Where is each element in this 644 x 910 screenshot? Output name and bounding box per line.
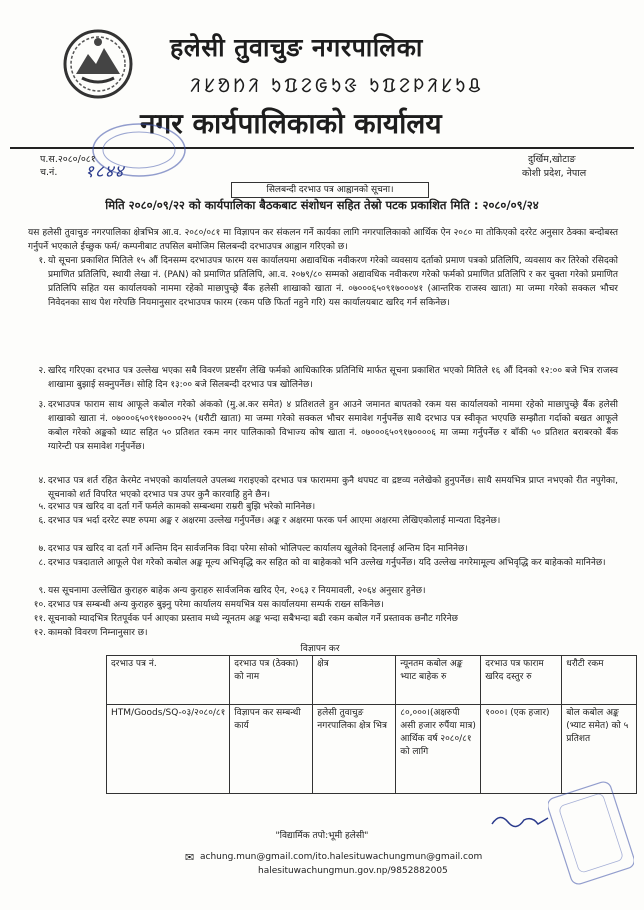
- table-cell: हलेसी तुवाचुङ नगरपालिका क्षेत्र भित्र: [313, 705, 396, 794]
- item-text: दरभाउ पत्र सम्बन्धी अन्य कुराहरु बुझ्नु परेमा कार्यालय समयभित्र यस कार्यालयमा सम्पर्क राख्न सकिनेछ।: [48, 600, 384, 610]
- list-item: [38, 364, 618, 392]
- official-seal: [548, 778, 634, 888]
- list-item: [38, 542, 618, 556]
- item-number: ५.: [38, 502, 46, 512]
- list-item: [38, 398, 618, 454]
- column-header: दरभाउ पत्र फाराम खरिद दस्तुर रु: [481, 656, 562, 705]
- municipality-emblem: [62, 28, 134, 100]
- footer-motto: "विद्यार्मिक तपो:भूमी हलेसी": [275, 831, 369, 841]
- item-number: ११.: [33, 614, 46, 624]
- notice-heading-box: सिलबन्दी दरभाउ पत्र आह्वानको सूचना।: [231, 182, 429, 198]
- item-number: २.: [38, 366, 46, 376]
- table-cell: ८०,०००।(अक्षरुपी असी हजार रुपैंया मात्र) आर्थिक वर्ष २०८०/८१ को लागि: [396, 705, 481, 794]
- item-number: ८.: [38, 558, 46, 568]
- office-title: नगर कार्यपालिकाको कार्यालय: [140, 107, 442, 140]
- list-item: [38, 500, 618, 514]
- table-cell: १०००। (एक हजार): [481, 705, 562, 794]
- table-caption: विज्ञापन कर: [300, 644, 340, 654]
- item-number: १.: [38, 256, 46, 266]
- list-item: [33, 612, 618, 626]
- column-header: धरौटी रकम: [562, 656, 637, 705]
- local-script-title: ᱤᱥᱚᱴᱤ ᱩᱯᱮᱜᱩᱝ ᱩᱯᱮᱞᱤᱥᱩᱪ: [190, 75, 484, 97]
- list-item: [38, 474, 618, 502]
- list-item: [38, 584, 618, 598]
- reference-chan-label: च.नं.: [40, 167, 58, 178]
- list-item: [38, 556, 618, 570]
- intro-paragraph: यस हलेसी तुवाचुङ नगरपालिका क्षेत्रभित्र आ.व. २०८०/०८१ मा विज्ञापन कर संकलन गर्ने कार्यका लागि नगरपालिकाको आर्थिक ऐन २०८० मा तोकिएको दररेट अनुसार ठेक्का बन्दोबस्त गर्नुपर्ने भएकाले ईच्छुक फर्म/ कम्पनीबाट तपसिल बमोजिम सिलबन्दी दरभाउपत्र आह्वान गरिएको छ।: [28, 228, 618, 252]
- column-header: न्यूनतम कबोल अङ्क भ्याट बाहेक रु: [396, 656, 481, 705]
- item-text: यो सूचना प्रकाशित मितिले १५ औं दिनसम्म दरभाउपत्र फारम यस कार्यालयमा अद्यावधिक नवीकरण गरेको व्यवसाय दर्ताको प्रमाण पत्रको प्रतिलिपि, व्यवसाय कर तिरेको रसिदको प्रमाणित प्रतिलिपि, स्थायी लेखा नं. (PAN) को प्रमाणित प्रतिलिपि, आ.व. २०७९/८० सम्मको अद्यावधिक नवीकरण गरेको फर्मको प्रमाणित प्रतिलिपि र कर चुक्ता गरेको प्रमाणित प्रतिलिपि सहित यस कार्यालयको नाममा रहेको माछापुच्छ्रे बैंक हलेसी शाखाको खाता नं. ०७०००६५०९१७०००४१ (आन्तरिक राजस्व खाता) मा जम्मा गरेको सक्कल भौचर निवेदनका साथ पेश गरेपछि नियमानुसार दरभाउपत्र फारम (रकम पछि फिर्ता नहुने गरि) यस कार्यालयबाट खरिद गर्न सकिनेछ।: [48, 256, 618, 308]
- column-header: दरभाउ पत्र नं.: [107, 656, 230, 705]
- list-item: [38, 254, 618, 310]
- reference-chan-number: १८४४: [85, 162, 125, 182]
- table-cell: बोल कबोल अङ्क (भ्याट समेत) को ५ प्रतिशत: [562, 705, 637, 794]
- item-text: दरभाउ पत्रदाताले आफूले पेश गरेको कबोल अङ्क मूल्य अभिवृद्धि कर सहित को वा बाहेकको भनि उल्लेख गर्नुपर्नेछ। यदि उल्लेख नगरेमामूल्य अभिवृद्धि कर बाहेकको मानिनेछ।: [48, 558, 606, 568]
- tender-table: [106, 655, 637, 794]
- list-item: [33, 626, 618, 640]
- address-line-2: कोशी प्रदेश, नेपाल: [522, 168, 587, 179]
- list-item: [33, 598, 618, 612]
- item-text: यस सूचनामा उल्लेखित कुराहरु बाहेक अन्य कुराहरु सार्वजनिक खरिद ऐन, २०६३ र नियमावली, २०६४ अनुसार हुनेछ।: [48, 586, 426, 596]
- item-number: १०.: [33, 600, 46, 610]
- table-cell: HTM/Goods/SQ-०३/२०८०/८१: [107, 705, 230, 794]
- list-item: [38, 514, 618, 528]
- item-text: दरभाउ पत्र खरिद वा दर्ता गर्ने फर्मले कामको सम्बन्धमा राम्ररी बुझि भरेको मानिनेछ।: [48, 502, 316, 512]
- item-number: ९.: [38, 586, 46, 596]
- table-header-row: [107, 656, 637, 705]
- item-text: दरभाउ पत्र भर्दा दररेट स्पष्ट रुपमा अङ्क र अक्षरमा उल्लेख गर्नुपर्नेछ। अङ्क र अक्षरमा फरक पर्न आएमा अक्षरमा लेखिएकोलाई मान्यता दिइनेछ।: [48, 516, 501, 526]
- footer-email: achung.mun@gmail.com/ito.halesituwachungmun@gmail.com: [200, 852, 483, 862]
- table-cell: विज्ञापन कर सम्बन्धी कार्य: [230, 705, 313, 794]
- mail-icon: ✉: [185, 851, 195, 864]
- column-header: दरभाउ पत्र (ठेक्का) को नाम: [230, 656, 313, 705]
- footer-website: halesituwachungmun.gov.np/9852882005: [258, 866, 448, 876]
- reference-ps: प.स.२०८०/०८१: [40, 154, 96, 165]
- item-number: ७.: [38, 544, 46, 554]
- address-line-1: दुर्खिम,खोटाङ: [528, 154, 576, 165]
- item-number: १२.: [33, 628, 46, 638]
- publication-line: मिति २०८०/०९/२२ को कार्यपालिका बैठकबाट संशोधन सहित तेस्रो पटक प्रकाशित मिति : २०८०/०९/२४: [105, 198, 539, 212]
- item-text: सूचनाको म्यादभित्र रितपूर्वक पर्न आएका प्रस्ताव मध्ये न्यूनतम अङ्क भन्दा सबैभन्दा बढी रकम कबोल गर्ने प्रस्तावक छनौट गरिनेछ: [48, 614, 458, 624]
- item-text: दरभाउ पत्र खरिद वा दर्ता गर्ने अन्तिम दिन सार्वजनिक विदा परेमा सोको भोलिपल्ट कार्यालय खुलेको दिनलाई अन्तिम दिन मानिनेछ।: [48, 544, 468, 554]
- item-text: कामको विवरण निम्नानुसार छ।: [48, 628, 148, 638]
- item-text: दरभाउपत्र फाराम साथ आफूले कबोल गरेको अंकको (मु.अ.कर समेत) ४ प्रतिशतले हुन आउने जमानत बापतको रकम यस कार्यालयको नाममा रहेको माछापुच्छ्रे बैंक हलेसी शाखाको खाता नं. ०७०००६५०९१७००००२५ (धरौटी खाता) मा जम्मा गरेको सक्कल भौचर समावेश गर्नुपर्नेछ साथै दरभाउ पत्र स्वीकृत भएपछि सम्झौता गर्दाको बखत आफूले कबोल गरेको अङ्कको ध्याट सहित ५० प्रतिशत रकम नगर पालिकाको विभाज्य कोष खाता नं. ०७०००६५०९१७००००६ मा जम्मा गर्नुपर्नेछ र बाँकी ५० प्रतिशत बराबरको बैंक ग्यारेन्टी पत्र समावेश गर्नुपर्नेछ।: [48, 400, 618, 452]
- item-number: ३.: [38, 400, 46, 410]
- signature: [488, 808, 552, 832]
- municipality-title: हलेसी तुवाचुङ नगरपालिका: [170, 33, 423, 62]
- item-number: ४.: [38, 476, 46, 486]
- item-text: दरभाउ पत्र शर्त रहित केरमेट नभएको कार्यालयले उपलब्ध गराइएको दरभाउ पत्र फाराममा कुनै थपघट वा द्रष्टव्य नलेखेको हुनुपर्नेछ। साथै समयभित्र प्राप्त नभएको रीत नपुगेका, सूचनाको शर्त विपरित भएको दरभाउ पत्र उपर कुनै कारवाहि हुने छैन।: [48, 476, 618, 500]
- column-header: क्षेत्र: [313, 656, 396, 705]
- item-text: खरिद गरिएका दरभाउ पत्र उल्लेख भएका सबै विवरण प्रष्टसँग लेखि फर्मको आधिकारिक प्रतिनिधि मार्फत सूचना प्रकाशित भएको मितिले १६ औं दिनको १२:०० बजे भित्र राजस्व शाखामा बुझाई सक्नुपर्नेछ। सोहि दिन १३:०० बजे सिलबन्दी दरभाउ पत्र खोलिनेछ।: [48, 366, 618, 390]
- item-number: ६.: [38, 516, 46, 526]
